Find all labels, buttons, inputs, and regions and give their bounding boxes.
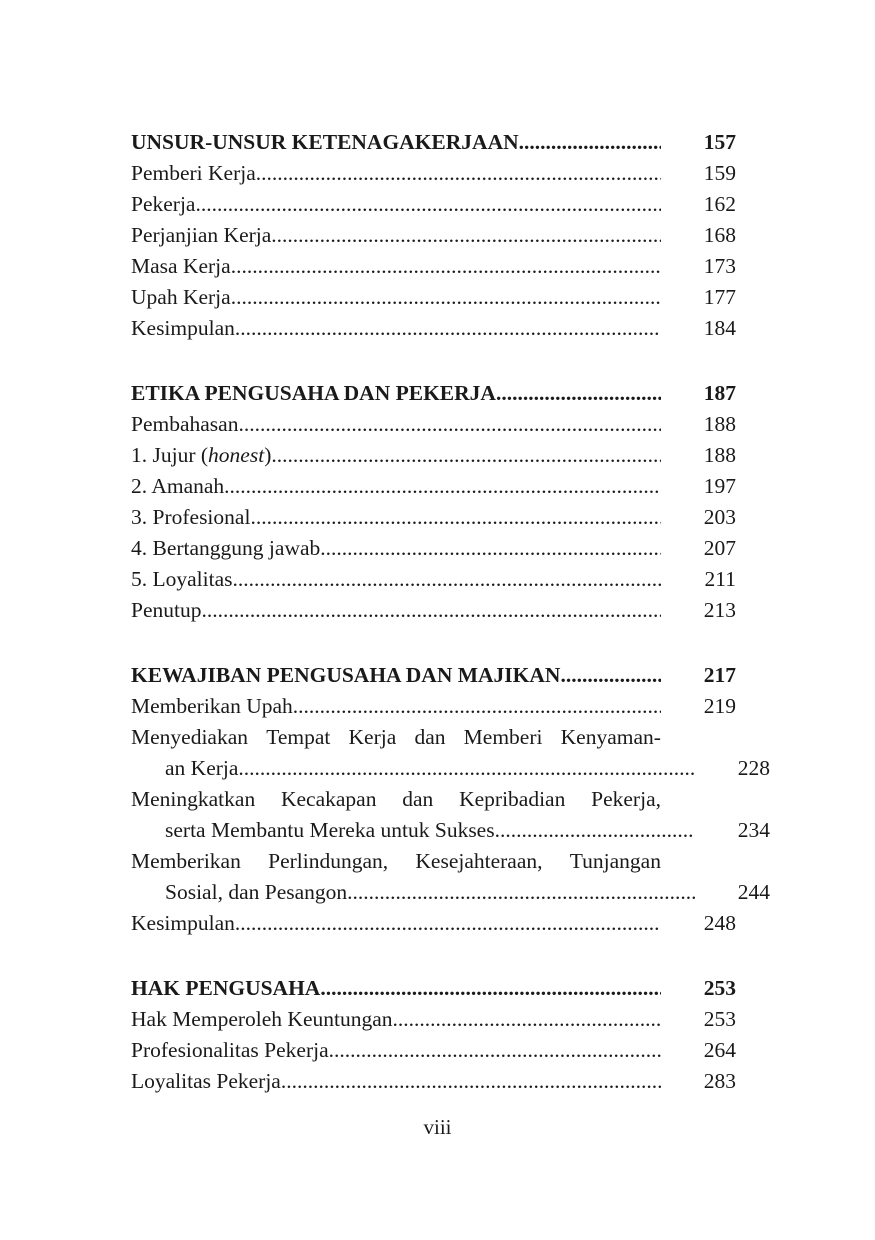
toc-entry-label: Hak Memperoleh Keuntungan — [131, 1007, 393, 1031]
toc-heading-page: 217 — [703, 663, 736, 687]
toc-heading-page: 187 — [703, 381, 736, 405]
label-italic: honest — [208, 443, 265, 467]
toc-entry-page: 213 — [703, 598, 736, 622]
toc-entry-label: Pekerja — [131, 192, 196, 216]
toc-entry-page: 188 — [703, 412, 736, 436]
toc-entry-wrap-line — [131, 784, 736, 815]
dot-leader — [329, 1035, 661, 1066]
toc-entry — [131, 158, 736, 189]
toc-section — [131, 660, 770, 939]
toc-entry-page: 162 — [703, 192, 736, 216]
toc-entry — [131, 877, 770, 908]
toc-heading — [131, 378, 736, 409]
toc-entry-page: 211 — [704, 567, 736, 591]
toc-entry-page: 159 — [703, 161, 736, 185]
toc-entry — [131, 313, 736, 344]
toc-entry — [131, 471, 736, 502]
dot-leader — [235, 313, 661, 344]
dot-leader — [281, 1066, 661, 1097]
dot-leader — [235, 908, 661, 939]
toc-entry-label: Masa Kerja — [131, 254, 231, 278]
toc-entry — [131, 220, 736, 251]
toc-heading — [131, 660, 736, 691]
toc-entry-label: 5. Loyalitas — [131, 567, 233, 591]
word: Perlindungan, — [268, 849, 389, 873]
dot-leader — [231, 282, 661, 313]
dot-leader — [393, 1004, 661, 1035]
toc-section — [131, 127, 736, 344]
toc-entry — [131, 533, 736, 564]
toc-entry — [131, 502, 736, 533]
toc-entry-label: Profesionalitas Pekerja — [131, 1038, 329, 1062]
toc-entry-label: 2. Amanah — [131, 474, 225, 498]
toc-heading-title: ETIKA PENGUSAHA DAN PEKERJA — [131, 381, 496, 405]
dot-leader — [320, 533, 661, 564]
toc-entry-label-line2: an Kerja — [165, 756, 239, 780]
dot-leader — [233, 564, 661, 595]
dot-leader — [496, 378, 661, 409]
toc-entry-page: 177 — [703, 285, 736, 309]
toc-entry-page: 234 — [737, 818, 770, 842]
dot-leader — [271, 220, 661, 251]
word: Pekerja, — [591, 787, 661, 811]
toc-entry-page: 228 — [737, 756, 770, 780]
dot-leader — [271, 440, 661, 471]
toc-entry-page: 283 — [703, 1069, 736, 1093]
dot-leader — [224, 471, 661, 502]
toc-entry — [131, 595, 736, 626]
toc-entry-page: 253 — [703, 1007, 736, 1031]
toc-entry-page: 264 — [703, 1038, 736, 1062]
toc-entry-page: 203 — [703, 505, 736, 529]
toc-heading — [131, 127, 736, 158]
word: Kecakapan — [280, 787, 377, 811]
toc-entry-label: Pemberi Kerja — [131, 161, 256, 185]
dot-leader — [238, 409, 661, 440]
word: Menyediakan — [131, 725, 249, 749]
word: Memberi — [463, 725, 543, 749]
toc-entry-label: 3. Profesional — [131, 505, 251, 529]
toc-heading-title: UNSUR-UNSUR KETENAGAKERJAAN — [131, 130, 519, 154]
word: Kepribadian — [459, 787, 566, 811]
toc-entry — [131, 564, 736, 595]
toc-entry-label: Kesimpulan — [131, 911, 235, 935]
toc-entry-label: Pembahasan — [131, 412, 239, 436]
toc-entry-page: 168 — [703, 223, 736, 247]
word: Kerja — [348, 725, 397, 749]
dot-leader — [231, 251, 661, 282]
dot-leader — [195, 189, 661, 220]
dot-leader — [201, 595, 661, 626]
toc-entry-page: 244 — [737, 880, 770, 904]
word: Memberikan — [131, 849, 241, 873]
toc-entry-wrap-line — [131, 846, 736, 877]
toc-entry — [131, 409, 736, 440]
toc-entry-label-line2: Sosial, dan Pesangon — [165, 880, 348, 904]
toc-entry-label-line1 — [131, 722, 661, 753]
dot-leader — [560, 660, 661, 691]
toc-entry — [131, 753, 770, 784]
toc-entry-page: 207 — [703, 536, 736, 560]
word: Meningkatkan — [131, 787, 256, 811]
toc-entry-label-line2: serta Membantu Mereka untuk Sukses — [165, 818, 495, 842]
toc-entry-page: 248 — [703, 911, 736, 935]
label-prefix: 1. Jujur ( — [131, 443, 209, 467]
dot-leader — [238, 753, 695, 784]
toc-entry-page: 188 — [703, 443, 736, 467]
dot-leader — [347, 877, 695, 908]
dot-leader — [256, 158, 661, 189]
dot-leader — [320, 973, 661, 1004]
toc-entry — [131, 251, 736, 282]
toc-entry — [131, 189, 736, 220]
toc-section — [131, 973, 736, 1097]
toc-entry — [131, 282, 736, 313]
toc-heading-page: 157 — [703, 130, 736, 154]
word: Tunjangan — [569, 849, 661, 873]
toc-entry-label — [131, 440, 271, 471]
toc-entry — [131, 1066, 736, 1097]
dot-leader — [293, 691, 661, 722]
toc-entry — [131, 691, 736, 722]
toc-entry-label: Memberikan Upah — [131, 694, 293, 718]
dot-leader — [495, 815, 695, 846]
word: Kenyaman- — [560, 725, 661, 749]
word: Kesejahteraan, — [415, 849, 543, 873]
toc-entry-label: Perjanjian Kerja — [131, 223, 272, 247]
toc-entry — [131, 440, 736, 471]
toc-entry-page: 173 — [703, 254, 736, 278]
dot-leader — [519, 127, 661, 158]
word: dan — [414, 725, 446, 749]
toc-entry-page: 184 — [703, 316, 736, 340]
label-suffix: ) — [264, 443, 272, 467]
table-of-contents — [131, 127, 770, 1131]
toc-entry-wrap-line — [131, 722, 736, 753]
dot-leader — [250, 502, 661, 533]
word: dan — [402, 787, 434, 811]
toc-entry-page: 219 — [703, 694, 736, 718]
toc-entry-label: 4. Bertanggung jawab — [131, 536, 321, 560]
toc-entry-label-line1 — [131, 784, 661, 815]
toc-heading-title: HAK PENGUSAHA — [131, 976, 321, 1000]
toc-entry — [131, 815, 770, 846]
toc-entry — [131, 1004, 736, 1035]
word: Tempat — [266, 725, 331, 749]
toc-entry — [131, 908, 736, 939]
page-number: viii — [423, 1115, 452, 1139]
toc-heading-page: 253 — [703, 976, 736, 1000]
toc-entry — [131, 1035, 736, 1066]
toc-heading — [131, 973, 736, 1004]
toc-entry-label-line1 — [131, 846, 661, 877]
toc-section — [131, 378, 736, 626]
toc-entry-label: Upah Kerja — [131, 285, 231, 309]
toc-entry-page: 197 — [703, 474, 736, 498]
toc-heading-title: KEWAJIBAN PENGUSAHA DAN MAJIKAN — [131, 663, 561, 687]
toc-entry-label: Loyalitas Pekerja — [131, 1069, 281, 1093]
toc-entry-label: Penutup — [131, 598, 202, 622]
toc-entry-label: Kesimpulan — [131, 316, 235, 340]
